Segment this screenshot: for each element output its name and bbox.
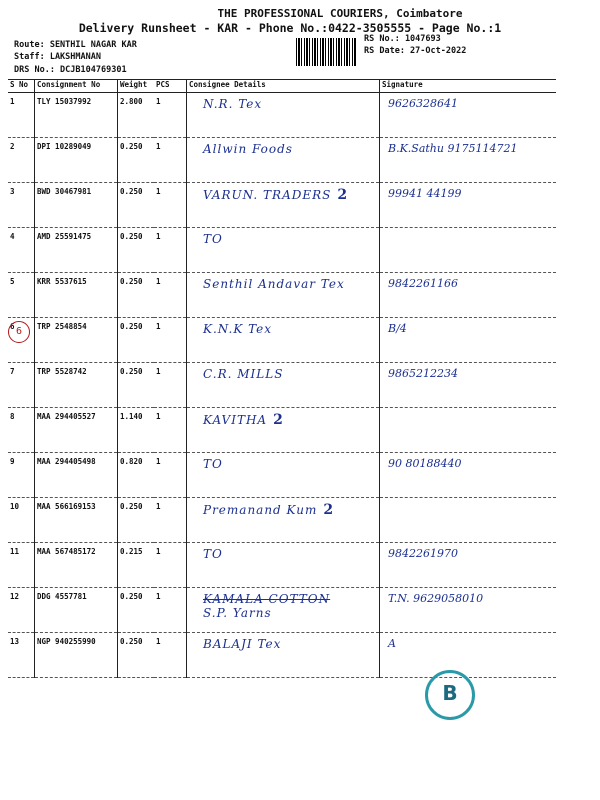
row-consignee-cell xyxy=(187,93,380,138)
row-signature: A xyxy=(388,637,396,650)
row-weight: 0.820 xyxy=(118,453,155,498)
table-row xyxy=(8,273,556,318)
col-consignment: Consignment No xyxy=(35,80,118,93)
drs-label: DRS No.: DCJB104769301 xyxy=(14,65,127,75)
row-pcs: 1 xyxy=(154,633,187,678)
row-consignment-no: MAA 294405527 xyxy=(35,408,118,453)
rs-number: RS No.: 1047693 xyxy=(364,34,441,44)
row-consignee: Allwin Foods xyxy=(203,142,293,156)
row-weight: 0.250 xyxy=(118,633,155,678)
row-pcs: 1 xyxy=(154,543,187,588)
row-weight: 0.215 xyxy=(118,543,155,588)
row-weight: 0.250 xyxy=(118,363,155,408)
table-row xyxy=(8,633,556,678)
row-sno: 4 xyxy=(8,228,35,273)
row-consignee: TO xyxy=(203,547,223,561)
row-pcs: 1 xyxy=(154,453,187,498)
row-consignee-cell xyxy=(187,498,380,543)
table-row xyxy=(8,498,556,543)
row-signature-cell xyxy=(380,318,557,363)
row-pcs: 1 xyxy=(154,588,187,633)
row-pcs: 1 xyxy=(154,273,187,318)
table-row xyxy=(8,183,556,228)
group-mark: 2 xyxy=(273,412,283,428)
row-signature: 9842261166 xyxy=(388,277,458,290)
row-consignee: C.R. MILLS xyxy=(203,367,284,381)
row-pcs: 1 xyxy=(154,138,187,183)
runsheet-title: THE PROFESSIONAL COURIERS, Coimbatore xyxy=(217,7,463,20)
row-consignment-no: DPI 10289049 xyxy=(35,138,118,183)
row-consignment-no: DDG 4557781 xyxy=(35,588,118,633)
row-consignee-cell xyxy=(187,543,380,588)
row-pcs: 1 xyxy=(154,318,187,363)
row-signature: 9842261970 xyxy=(388,547,458,560)
row-signature: 90 80188440 xyxy=(388,457,462,470)
row-consignee-cell xyxy=(187,228,380,273)
row-weight: 0.250 xyxy=(118,588,155,633)
row-sno: 1 xyxy=(8,93,35,138)
row-sno: 8 xyxy=(8,408,35,453)
col-sno: S No xyxy=(8,80,35,93)
row-weight: 2.800 xyxy=(118,93,155,138)
row-consignee-cell xyxy=(187,633,380,678)
row-sno: 11 xyxy=(8,543,35,588)
row-signature-cell xyxy=(380,93,557,138)
row-sno: 5 xyxy=(8,273,35,318)
row-signature-cell xyxy=(380,363,557,408)
route-label: Route: SENTHIL NAGAR KAR xyxy=(14,40,137,50)
row-consignment-no: AMD 25591475 xyxy=(35,228,118,273)
row-consignee: Premanand Kum xyxy=(203,503,318,517)
row-consignment-no: NGP 940255990 xyxy=(35,633,118,678)
table-row xyxy=(8,228,556,273)
row-sno: 13 xyxy=(8,633,35,678)
row-consignee-cell xyxy=(187,183,380,228)
col-weight: Weight xyxy=(118,80,155,93)
col-pcs: PCS xyxy=(154,80,187,93)
row-pcs: 1 xyxy=(154,498,187,543)
row-signature-cell xyxy=(380,273,557,318)
table-row xyxy=(8,453,556,498)
row-weight: 0.250 xyxy=(118,183,155,228)
table-row xyxy=(8,543,556,588)
row-sno: 3 xyxy=(8,183,35,228)
row-signature: 9626328641 xyxy=(388,97,458,110)
row-sno: 9 xyxy=(8,453,35,498)
row-sno: 7 xyxy=(8,363,35,408)
row-consignee-cell xyxy=(187,318,380,363)
row-consignee-cell xyxy=(187,273,380,318)
row-pcs: 1 xyxy=(154,93,187,138)
row-sno: 2 xyxy=(8,138,35,183)
table-row xyxy=(8,93,556,138)
row-consignee: TO xyxy=(203,457,223,471)
row-consignment-no: BWD 30467981 xyxy=(35,183,118,228)
row-weight: 0.250 xyxy=(118,318,155,363)
runsheet-table xyxy=(8,79,556,678)
row-consignment-no: TRP 5528742 xyxy=(35,363,118,408)
rs-date: RS Date: 27-Oct-2022 xyxy=(364,46,467,56)
row-signature-cell xyxy=(380,408,557,453)
row-consignee-cell xyxy=(187,588,380,633)
barcode xyxy=(296,38,356,66)
col-signature: Signature xyxy=(380,80,557,93)
table-row xyxy=(8,318,556,363)
row-signature-cell xyxy=(380,228,557,273)
row-consignee: Senthil Andavar Tex xyxy=(203,277,345,291)
row-signature: B/4 xyxy=(388,322,407,335)
table-row xyxy=(8,363,556,408)
stamp-letter: B xyxy=(442,681,458,705)
group-mark: 2 xyxy=(337,187,348,203)
row-consignee: VARUN. TRADERS xyxy=(203,188,332,202)
row-weight: 0.250 xyxy=(118,138,155,183)
row-consignee-cell xyxy=(187,453,380,498)
col-consignee: Consignee Details xyxy=(187,80,380,93)
row-consignment-no: MAA 567485172 xyxy=(35,543,118,588)
row-consignee: BALAJI Tex xyxy=(203,637,282,651)
row-sno: 10 xyxy=(8,498,35,543)
row-consignment-no: TLY 15037992 xyxy=(35,93,118,138)
row-signature-cell xyxy=(380,588,557,633)
row-signature-cell xyxy=(380,543,557,588)
group-mark: 2 xyxy=(323,502,334,518)
row-signature: 9865212234 xyxy=(388,367,458,380)
row-consignee: N.R. Tex xyxy=(203,97,263,111)
row-signature: B.K.Sathu 9175114721 xyxy=(388,142,518,155)
row-consignment-no: MAA 294405498 xyxy=(35,453,118,498)
row-signature: T.N. 9629058010 xyxy=(388,592,484,605)
row-weight: 1.140 xyxy=(118,408,155,453)
row-weight: 0.250 xyxy=(118,273,155,318)
row-consignee: K.N.K Tex xyxy=(203,322,273,336)
table-row xyxy=(8,138,556,183)
row-sno: 12 xyxy=(8,588,35,633)
row-consignment-no: TRP 2548854 xyxy=(35,318,118,363)
row-consignee-cell xyxy=(187,363,380,408)
struck-consignee: KAMALA COTTON xyxy=(203,592,331,606)
row-signature-cell xyxy=(380,453,557,498)
row-signature-cell xyxy=(380,498,557,543)
row-weight: 0.250 xyxy=(118,228,155,273)
staff-label: Staff: LAKSHMANAN xyxy=(14,52,101,62)
row-consignee-cell xyxy=(187,138,380,183)
row-signature-cell xyxy=(380,138,557,183)
table-row xyxy=(8,408,556,453)
row-sno: 6 xyxy=(8,318,35,363)
row-consignment-no: MAA 566169153 xyxy=(35,498,118,543)
row-consignment-no: KRR 5537615 xyxy=(35,273,118,318)
row-consignee-cell xyxy=(187,408,380,453)
row-pcs: 1 xyxy=(154,183,187,228)
runsheet-subtitle: Delivery Runsheet - KAR - Phone No.:0422-3505555 - Page No.:1 xyxy=(78,21,502,35)
row-pcs: 1 xyxy=(154,228,187,273)
row-pcs: 1 xyxy=(154,363,187,408)
row-consignee: KAVITHA xyxy=(203,413,268,427)
circled-row-mark: 6 xyxy=(8,321,30,343)
row-weight: 0.250 xyxy=(118,498,155,543)
table-row xyxy=(8,588,556,633)
row-consignee: S.P. Yarns xyxy=(203,606,272,620)
row-signature-cell xyxy=(380,633,557,678)
received-stamp xyxy=(425,670,475,720)
row-signature-cell xyxy=(380,183,557,228)
row-pcs: 1 xyxy=(154,408,187,453)
row-signature: 99941 44199 xyxy=(388,187,462,200)
row-consignee: TO xyxy=(203,232,223,246)
